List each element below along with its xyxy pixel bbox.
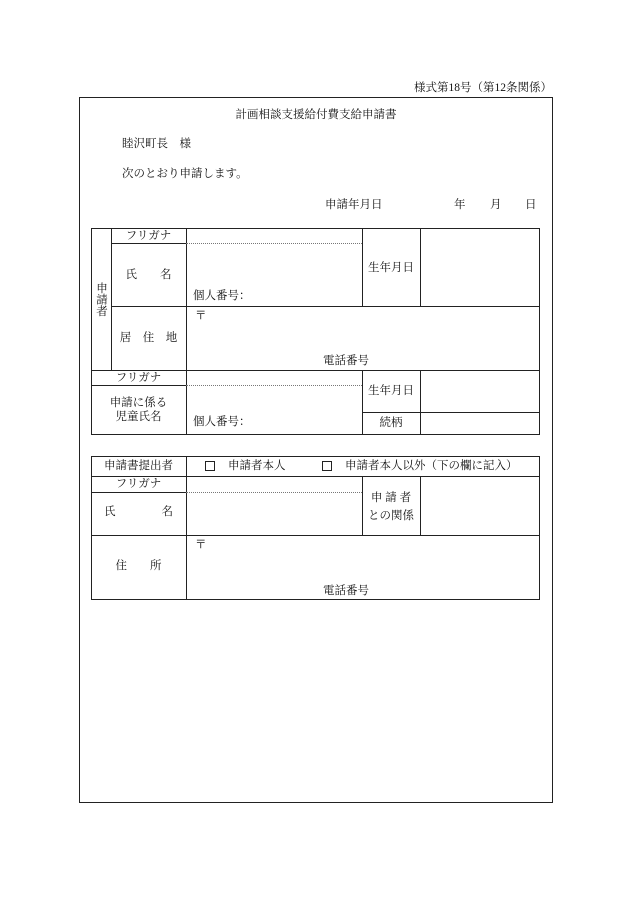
application-date-day-label: 日 xyxy=(525,199,537,211)
submitter-relationship-label-line-1: 申 請 者 xyxy=(370,492,412,504)
option-applicant-self-label: 申請者本人 xyxy=(228,460,286,472)
application-date-year-label: 年 xyxy=(454,199,466,211)
child-name-label-line-2: 児童氏名 xyxy=(115,411,162,423)
application-date-label: 申請年月日 xyxy=(325,199,383,211)
submitter-postal-mark: 〒 xyxy=(195,539,207,551)
page-frame xyxy=(79,97,553,803)
table-grid-line xyxy=(111,306,539,307)
applicant-name-label: 氏 名 xyxy=(125,269,172,281)
table-grid-line xyxy=(362,412,539,413)
applicant-my-number-label: 個人番号： xyxy=(193,290,251,302)
submitter-relationship-label-line-2: との関係 xyxy=(368,510,414,522)
checkbox-applicant-self[interactable] xyxy=(205,461,215,471)
table-grid-line xyxy=(111,228,112,370)
table-grid-line xyxy=(186,228,187,434)
submitter-name-label: 氏 名 xyxy=(104,506,173,518)
submitter-phone-label: 電話番号 xyxy=(323,585,369,597)
form-number-label: 様式第18号（第12条関係） xyxy=(414,82,552,94)
child-birthdate-label: 生年月日 xyxy=(368,385,414,397)
table-dotted-line xyxy=(186,243,362,244)
applicant-section-label: 申請者 xyxy=(95,281,107,317)
applicant-postal-mark: 〒 xyxy=(195,310,207,322)
submitter-address-label: 住 所 xyxy=(115,560,162,572)
table-grid-line xyxy=(420,476,421,535)
table-grid-line xyxy=(362,476,363,535)
table-grid-line xyxy=(91,492,186,493)
intro-text: 次のとおり申請します。 xyxy=(122,168,248,180)
table-dotted-line xyxy=(186,385,362,386)
child-name-label-line-1: 申請に係る xyxy=(109,397,168,409)
applicant-phone-label: 電話番号 xyxy=(323,355,369,367)
addressee: 睦沢町長 様 xyxy=(122,138,191,150)
table-grid-line xyxy=(186,456,187,599)
applicant-section-label-cell xyxy=(91,228,111,370)
application-date-month-label: 月 xyxy=(490,199,502,211)
child-relationship-label: 続柄 xyxy=(379,417,403,429)
option-applicant-other-label: 申請者本人以外（下の欄に記入） xyxy=(345,460,518,472)
child-my-number-label: 個人番号： xyxy=(193,416,251,428)
table-grid-line xyxy=(420,370,421,434)
document-title: 計画相談支援給付費支給申請書 xyxy=(235,109,397,121)
applicant-birthdate-label: 生年月日 xyxy=(368,262,414,274)
table-grid-line xyxy=(91,385,186,386)
table-grid-line xyxy=(111,243,186,244)
submitter-furigana-label: フリガナ xyxy=(115,478,162,490)
applicant-furigana-label: フリガナ xyxy=(125,230,172,242)
applicant-address-label: 居 住 地 xyxy=(119,332,178,344)
table-dotted-line xyxy=(186,492,362,493)
submitter-label: 申請書提出者 xyxy=(104,460,173,472)
table-grid-line xyxy=(420,228,421,306)
checkbox-applicant-other[interactable] xyxy=(322,461,332,471)
table-grid-line xyxy=(91,535,539,536)
child-furigana-label: フリガナ xyxy=(115,372,162,384)
